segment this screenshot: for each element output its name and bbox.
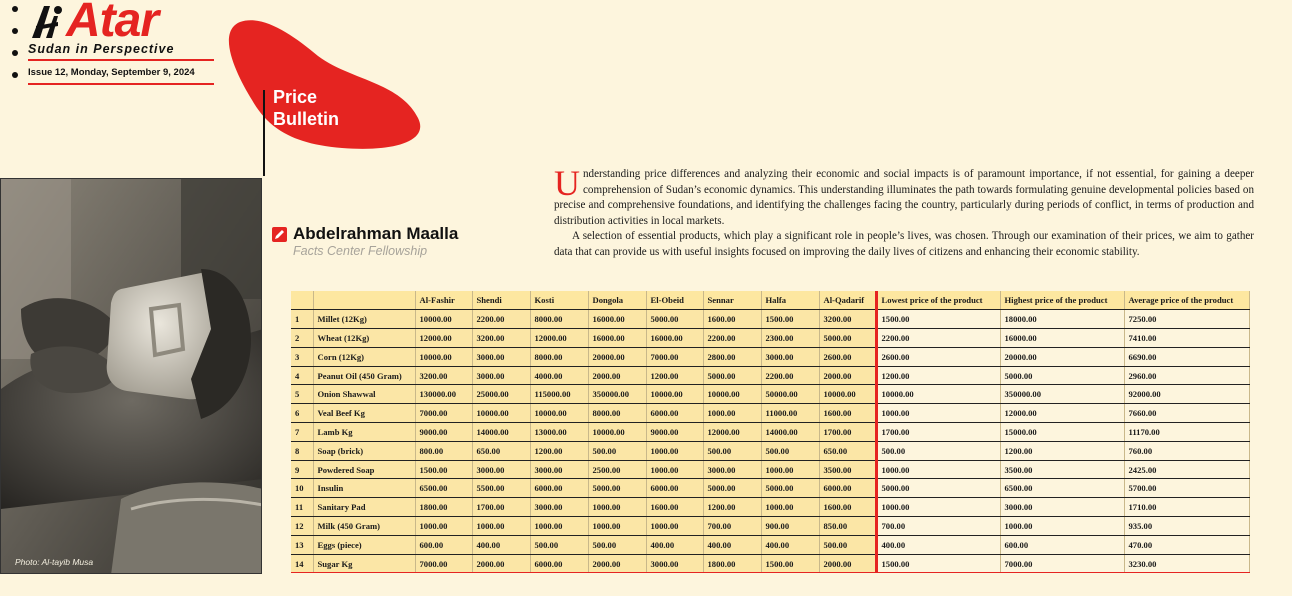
price-cell: 700.00 — [703, 517, 761, 536]
row-number: 9 — [291, 460, 313, 479]
price-cell: 500.00 — [761, 441, 819, 460]
row-number: 8 — [291, 441, 313, 460]
drop-cap: U — [554, 163, 580, 203]
column-header: Sennar — [703, 291, 761, 310]
table-row — [291, 329, 1249, 348]
price-cell: 1700.00 — [819, 423, 876, 442]
price-cell: 1200.00 — [876, 366, 1000, 385]
price-cell: 1200.00 — [530, 441, 588, 460]
price-cell: 2600.00 — [876, 347, 1000, 366]
price-cell: 1000.00 — [1000, 517, 1124, 536]
price-cell: 8000.00 — [530, 347, 588, 366]
price-cell: 5000.00 — [819, 329, 876, 348]
price-cell: 12000.00 — [1000, 404, 1124, 423]
product-name: Peanut Oil (450 Gram) — [313, 366, 415, 385]
row-number: 10 — [291, 479, 313, 498]
product-name: Insulin — [313, 479, 415, 498]
product-name: Sanitary Pad — [313, 498, 415, 517]
price-cell: 2000.00 — [588, 366, 646, 385]
price-cell: 3000.00 — [646, 554, 703, 573]
price-cell: 3000.00 — [530, 498, 588, 517]
price-cell: 1000.00 — [646, 460, 703, 479]
price-cell: 1500.00 — [876, 554, 1000, 573]
price-cell: 6000.00 — [819, 479, 876, 498]
price-cell: 500.00 — [876, 441, 1000, 460]
price-cell: 1000.00 — [876, 404, 1000, 423]
atar-logo-icon — [28, 2, 66, 42]
price-cell: 11000.00 — [761, 404, 819, 423]
row-number: 4 — [291, 366, 313, 385]
price-cell: 2425.00 — [1124, 460, 1249, 479]
paragraph-text: nderstanding price differences and analyzing their economic and social impacts is of paramount importance, if not essential, for gaining a deeper comprehension of Sudan’s economic dynamics. This understanding illuminates the path towards formulating genuine developmental policies based on precise and comprehensive foundations, and identifying the challenges facing the country, particularly during periods of conflict, in terms of production and distribution activities in local markets. — [554, 168, 1254, 227]
price-cell: 1000.00 — [703, 404, 761, 423]
row-number: 3 — [291, 347, 313, 366]
price-cell: 650.00 — [472, 441, 530, 460]
price-cell: 10000.00 — [415, 310, 472, 329]
price-cell: 2300.00 — [761, 329, 819, 348]
price-cell: 1200.00 — [646, 366, 703, 385]
section-title — [273, 86, 339, 130]
price-cell: 10000.00 — [588, 423, 646, 442]
price-cell: 16000.00 — [588, 329, 646, 348]
product-name: Veal Beef Kg — [313, 404, 415, 423]
price-cell: 1500.00 — [415, 460, 472, 479]
price-cell: 10000.00 — [876, 385, 1000, 404]
product-name: Millet (12Kg) — [313, 310, 415, 329]
price-cell: 2960.00 — [1124, 366, 1249, 385]
table-header-row — [291, 291, 1249, 310]
price-cell: 1000.00 — [588, 517, 646, 536]
table-row — [291, 441, 1249, 460]
article-intro — [554, 163, 1254, 261]
price-cell: 3500.00 — [1000, 460, 1124, 479]
price-cell: 3000.00 — [703, 460, 761, 479]
vertical-rule — [263, 90, 265, 176]
price-cell: 5000.00 — [761, 479, 819, 498]
product-name: Corn (12Kg) — [313, 347, 415, 366]
price-cell: 3200.00 — [819, 310, 876, 329]
price-cell: 5000.00 — [588, 479, 646, 498]
price-cell: 400.00 — [876, 535, 1000, 554]
price-cell: 3000.00 — [472, 460, 530, 479]
price-cell: 15000.00 — [1000, 423, 1124, 442]
price-cell: 6000.00 — [646, 479, 703, 498]
price-cell: 900.00 — [761, 517, 819, 536]
column-header: Halfa — [761, 291, 819, 310]
product-name: Wheat (12Kg) — [313, 329, 415, 348]
row-number: 1 — [291, 310, 313, 329]
price-cell: 12000.00 — [415, 329, 472, 348]
author-block — [272, 224, 458, 258]
dot — [12, 28, 18, 34]
price-cell: 2000.00 — [819, 554, 876, 573]
price-cell: 1200.00 — [1000, 441, 1124, 460]
price-cell: 10000.00 — [703, 385, 761, 404]
price-cell: 400.00 — [703, 535, 761, 554]
product-name: Milk (450 Gram) — [313, 517, 415, 536]
price-cell: 2800.00 — [703, 347, 761, 366]
price-cell: 1000.00 — [588, 498, 646, 517]
price-cell: 400.00 — [646, 535, 703, 554]
price-cell: 5000.00 — [703, 366, 761, 385]
price-cell: 1000.00 — [472, 517, 530, 536]
row-number: 11 — [291, 498, 313, 517]
price-cell: 16000.00 — [588, 310, 646, 329]
price-cell: 2000.00 — [819, 366, 876, 385]
price-cell: 12000.00 — [530, 329, 588, 348]
table-row — [291, 554, 1249, 573]
row-number: 12 — [291, 517, 313, 536]
price-cell: 1700.00 — [876, 423, 1000, 442]
price-cell: 1500.00 — [761, 310, 819, 329]
price-cell: 115000.00 — [530, 385, 588, 404]
price-cell: 9000.00 — [415, 423, 472, 442]
column-header: Highest price of the product — [1000, 291, 1124, 310]
price-cell: 800.00 — [415, 441, 472, 460]
price-cell: 1600.00 — [703, 310, 761, 329]
price-cell: 1000.00 — [646, 441, 703, 460]
price-cell: 2000.00 — [588, 554, 646, 573]
brand-wordmark: Atar — [66, 0, 159, 47]
product-name: Sugar Kg — [313, 554, 415, 573]
price-cell: 1000.00 — [415, 517, 472, 536]
price-cell: 3000.00 — [472, 366, 530, 385]
price-cell: 2600.00 — [819, 347, 876, 366]
price-cell: 20000.00 — [1000, 347, 1124, 366]
column-header: Shendi — [472, 291, 530, 310]
column-header: Al-Fashir — [415, 291, 472, 310]
price-cell: 2200.00 — [876, 329, 1000, 348]
price-cell: 10000.00 — [646, 385, 703, 404]
masthead — [28, 0, 218, 85]
price-cell: 400.00 — [761, 535, 819, 554]
table-row — [291, 479, 1249, 498]
table-body — [291, 310, 1249, 573]
price-cell: 1600.00 — [819, 498, 876, 517]
price-cell: 10000.00 — [819, 385, 876, 404]
row-number: 5 — [291, 385, 313, 404]
product-name: Eggs (piece) — [313, 535, 415, 554]
table-row — [291, 366, 1249, 385]
price-cell: 1000.00 — [876, 460, 1000, 479]
table-row — [291, 460, 1249, 479]
price-cell: 5500.00 — [472, 479, 530, 498]
price-cell: 760.00 — [1124, 441, 1249, 460]
price-cell: 7410.00 — [1124, 329, 1249, 348]
price-cell: 3000.00 — [761, 347, 819, 366]
price-cell: 3000.00 — [472, 347, 530, 366]
price-cell: 500.00 — [530, 535, 588, 554]
price-cell: 7000.00 — [415, 404, 472, 423]
price-cell: 5000.00 — [876, 479, 1000, 498]
column-header — [291, 291, 313, 310]
price-cell: 500.00 — [588, 535, 646, 554]
table-row — [291, 498, 1249, 517]
table-row — [291, 404, 1249, 423]
price-cell: 16000.00 — [1000, 329, 1124, 348]
price-cell: 1800.00 — [703, 554, 761, 573]
price-cell: 5000.00 — [1000, 366, 1124, 385]
price-cell: 350000.00 — [1000, 385, 1124, 404]
price-cell: 1800.00 — [415, 498, 472, 517]
price-cell: 7000.00 — [415, 554, 472, 573]
price-cell: 6690.00 — [1124, 347, 1249, 366]
price-cell: 50000.00 — [761, 385, 819, 404]
price-cell: 3500.00 — [819, 460, 876, 479]
price-cell: 5000.00 — [703, 479, 761, 498]
table-row — [291, 347, 1249, 366]
author-role: Facts Center Fellowship — [293, 244, 428, 258]
price-cell: 1500.00 — [761, 554, 819, 573]
price-cell: 1500.00 — [876, 310, 1000, 329]
price-cell: 3200.00 — [415, 366, 472, 385]
price-cell: 850.00 — [819, 517, 876, 536]
price-cell: 6000.00 — [530, 479, 588, 498]
tagline: Sudan in Perspective — [28, 42, 175, 56]
dot — [12, 50, 18, 56]
price-cell: 1710.00 — [1124, 498, 1249, 517]
price-cell: 18000.00 — [1000, 310, 1124, 329]
dot — [12, 72, 18, 78]
price-cell: 600.00 — [1000, 535, 1124, 554]
price-cell: 7660.00 — [1124, 404, 1249, 423]
price-table — [291, 291, 1251, 573]
price-cell: 13000.00 — [530, 423, 588, 442]
column-header: Kosti — [530, 291, 588, 310]
row-number: 14 — [291, 554, 313, 573]
price-cell: 1000.00 — [761, 460, 819, 479]
price-cell: 6500.00 — [1000, 479, 1124, 498]
price-cell: 1200.00 — [703, 498, 761, 517]
price-cell: 25000.00 — [472, 385, 530, 404]
price-cell: 1000.00 — [761, 498, 819, 517]
column-header — [313, 291, 415, 310]
price-cell: 7000.00 — [646, 347, 703, 366]
price-cell: 20000.00 — [588, 347, 646, 366]
price-cell: 8000.00 — [588, 404, 646, 423]
price-cell: 935.00 — [1124, 517, 1249, 536]
column-header: Al-Qadarif — [819, 291, 876, 310]
price-cell: 3200.00 — [472, 329, 530, 348]
price-cell: 2200.00 — [472, 310, 530, 329]
price-cell: 6000.00 — [646, 404, 703, 423]
price-cell: 2500.00 — [588, 460, 646, 479]
price-cell: 4000.00 — [530, 366, 588, 385]
product-name: Lamb Kg — [313, 423, 415, 442]
price-cell: 9000.00 — [646, 423, 703, 442]
dot — [12, 6, 18, 12]
price-cell: 700.00 — [876, 517, 1000, 536]
price-cell: 3230.00 — [1124, 554, 1249, 573]
issue-info: Issue 12, Monday, September 9, 2024 — [28, 67, 195, 78]
price-cell: 2000.00 — [472, 554, 530, 573]
section-title-line: Price — [273, 87, 318, 107]
row-number: 2 — [291, 329, 313, 348]
table-row — [291, 423, 1249, 442]
price-cell: 130000.00 — [415, 385, 472, 404]
price-cell: 600.00 — [415, 535, 472, 554]
product-name: Powdered Soap — [313, 460, 415, 479]
price-cell: 11170.00 — [1124, 423, 1249, 442]
price-cell: 350000.00 — [588, 385, 646, 404]
price-cell: 1000.00 — [530, 517, 588, 536]
price-cell: 1000.00 — [876, 498, 1000, 517]
price-cell: 92000.00 — [1124, 385, 1249, 404]
price-cell: 12000.00 — [703, 423, 761, 442]
divider — [28, 59, 214, 61]
row-number: 7 — [291, 423, 313, 442]
price-cell: 8000.00 — [530, 310, 588, 329]
price-cell: 1600.00 — [819, 404, 876, 423]
column-header: Lowest price of the product — [876, 291, 1000, 310]
column-header: Average price of the product — [1124, 291, 1249, 310]
price-cell: 500.00 — [588, 441, 646, 460]
product-name: Soap (brick) — [313, 441, 415, 460]
article-paragraph — [554, 163, 1254, 229]
photo-illustration — [1, 179, 262, 574]
price-cell: 2200.00 — [703, 329, 761, 348]
price-cell: 400.00 — [472, 535, 530, 554]
price-cell: 3000.00 — [1000, 498, 1124, 517]
row-number: 13 — [291, 535, 313, 554]
photo-caption: Photo: Al-tayib Musa — [15, 557, 94, 567]
column-header: El-Obeid — [646, 291, 703, 310]
price-cell: 1000.00 — [646, 517, 703, 536]
price-cell: 5000.00 — [646, 310, 703, 329]
author-name: Abdelrahman Maalla — [293, 224, 459, 243]
price-cell: 1700.00 — [472, 498, 530, 517]
row-number: 6 — [291, 404, 313, 423]
column-header: Dongola — [588, 291, 646, 310]
table-row — [291, 535, 1249, 554]
price-cell: 3000.00 — [530, 460, 588, 479]
pen-icon — [272, 227, 287, 242]
table-row — [291, 517, 1249, 536]
section-title-line: Bulletin — [273, 109, 339, 129]
price-cell: 16000.00 — [646, 329, 703, 348]
divider — [28, 83, 214, 85]
price-cell: 10000.00 — [530, 404, 588, 423]
price-cell: 650.00 — [819, 441, 876, 460]
price-cell: 10000.00 — [415, 347, 472, 366]
price-cell: 7000.00 — [1000, 554, 1124, 573]
table-row — [291, 310, 1249, 329]
price-cell: 2200.00 — [761, 366, 819, 385]
price-cell: 6000.00 — [530, 554, 588, 573]
price-cell: 500.00 — [819, 535, 876, 554]
price-cell: 14000.00 — [761, 423, 819, 442]
product-name: Onion Shawwal — [313, 385, 415, 404]
price-cell: 10000.00 — [472, 404, 530, 423]
article-paragraph: A selection of essential products, which play a significant role in people’s lives, was chosen. Through our examination of their prices, we aim to gather data that can provide us with useful insights focused on improving the daily lives of citizens and enhancing their economic stability. — [554, 230, 1254, 258]
decorative-dots — [12, 6, 20, 94]
price-cell: 470.00 — [1124, 535, 1249, 554]
price-cell: 6500.00 — [415, 479, 472, 498]
price-cell: 14000.00 — [472, 423, 530, 442]
photo-soap-hand — [0, 178, 262, 574]
price-cell: 500.00 — [703, 441, 761, 460]
table-row — [291, 385, 1249, 404]
price-cell: 7250.00 — [1124, 310, 1249, 329]
price-cell: 5700.00 — [1124, 479, 1249, 498]
price-cell: 1600.00 — [646, 498, 703, 517]
